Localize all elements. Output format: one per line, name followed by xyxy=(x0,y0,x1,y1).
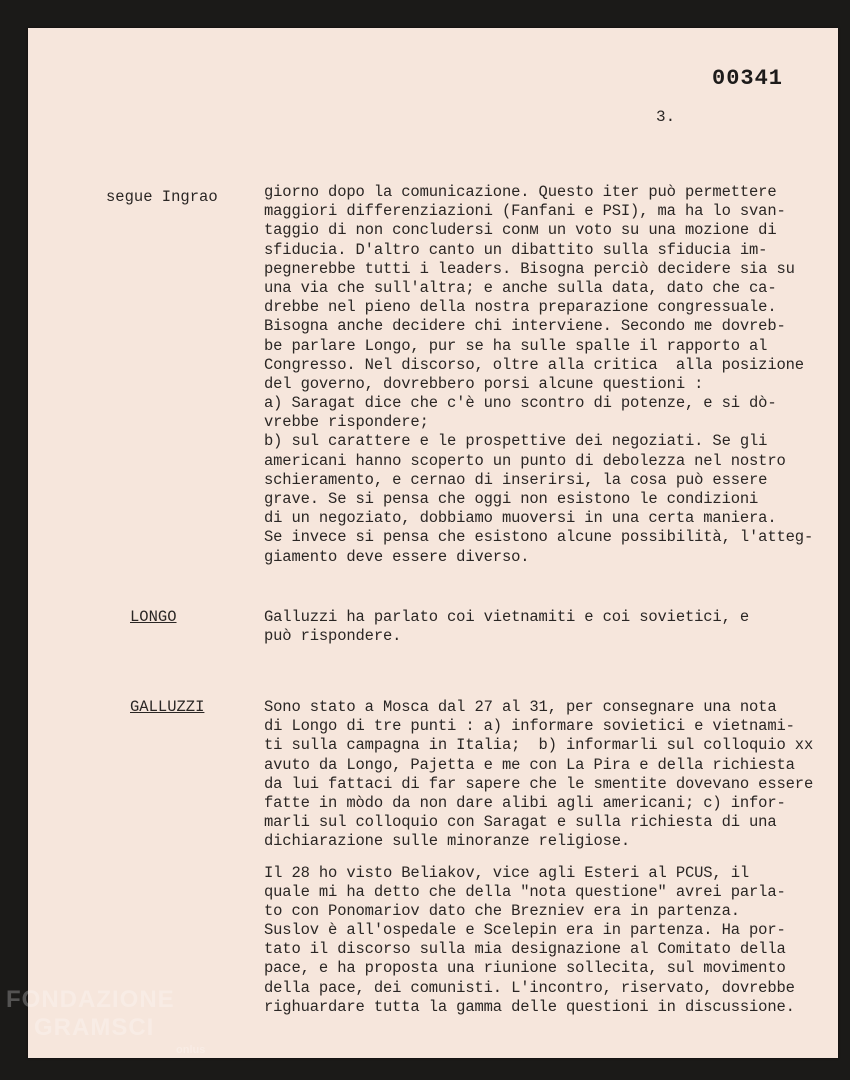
speaker-longo: LONGO xyxy=(130,608,177,626)
text-line: Sono stato a Mosca dal 27 al 31, per consegnare una nota xyxy=(264,698,777,716)
text-line: giamento deve essere diverso. xyxy=(264,547,530,566)
text-line: taggio di non concludersi conм un voto su una mozione di xyxy=(264,221,777,240)
galluzzi-text xyxy=(264,698,834,1017)
text-line: grave. Se si pensa che oggi non esistono le condizioni xyxy=(264,490,759,508)
text-line: Congresso. Nel discorso, oltre alla critica alla posizione xyxy=(264,355,804,374)
text-line: di Longo di tre punti : a) informare sovietici e vietnami- xyxy=(264,717,795,736)
text-line: drebbe nel pieno della nostra preparazione congressuale. xyxy=(264,298,777,317)
text-line: della pace, dei comunisti. L'incontro, riservato, dovrebbe xyxy=(264,978,795,997)
text-line: tato il discorso sulla mia designazione al Comitato della xyxy=(264,940,786,959)
longo-text xyxy=(264,608,834,646)
text-line: maggiori differenziazioni (Fanfani e PSI), ma ha lo svan- xyxy=(264,202,786,221)
text-line: marli sul colloquio con Saragat e sulla richiesta di una xyxy=(264,813,777,832)
text-line: Se invece si pensa che esistono alcune possibilità, l'atteg- xyxy=(264,528,814,547)
watermark-line-2: GRAMSCI xyxy=(34,1014,155,1041)
speaker-galluzzi: GALLUZZI xyxy=(130,698,205,716)
text-line: ti sulla campagna in Italia; b) informarli sul colloquio xx xyxy=(264,736,814,755)
text-line: Suslov è all'ospedale e Scelepin era in partenza. Ha por- xyxy=(264,921,786,940)
text-line: una via che sull'altra; e anche sulla data, dato che ca- xyxy=(264,278,777,297)
paragraph-gap xyxy=(264,852,834,864)
text-line: avuto da Longo, Pajetta e me con La Pira e della richiesta xyxy=(264,755,795,774)
text-line: righuardare tutta la gamma delle questioni in discussione. xyxy=(264,997,795,1016)
text-line: giorno dopo la comunicazione. Questo iter può permettere xyxy=(264,183,777,201)
watermark-line-1: FONDAZIONE xyxy=(6,986,175,1013)
text-line: Galluzzi ha parlato coi vietnamiti e coi sovietici, e xyxy=(264,608,750,626)
document-number: 00341 xyxy=(712,66,784,91)
text-line: Il 28 ho visto Beliakov, vice agli Esteri al PCUS, il xyxy=(264,863,750,882)
fondazione-gramsci-watermark xyxy=(6,986,216,1066)
text-line: schieramento, e cernao di inserirsi, la cosa può essere xyxy=(264,470,768,489)
text-line: b) sul carattere e le prospettive dei negoziati. Se gli xyxy=(264,432,768,451)
text-line: be parlare Longo, pur se ha sulle spalle il rapporto al xyxy=(264,336,768,355)
document-page xyxy=(28,28,838,1058)
text-line: di un negoziato, dobbiamo muoversi in una certa maniera. xyxy=(264,509,777,528)
text-line: quale mi ha detto che della "nota questione" avrei parla- xyxy=(264,882,786,901)
text-line: pegnerebbe tutti i leaders. Bisogna perciò decidere sia su xyxy=(264,259,795,278)
text-line: vrebbe rispondere; xyxy=(264,413,429,432)
text-line: può rispondere. xyxy=(264,627,402,646)
text-line: Bisogna anche decidere chi interviene. Secondo me dovreb- xyxy=(264,317,786,336)
text-line: a) Saragat dice che c'è uno scontro di potenze, e si dò- xyxy=(264,394,777,413)
text-line: sfiducia. D'altro canto un dibattito sulla sfiducia im- xyxy=(264,240,768,259)
ingrao-text xyxy=(264,183,834,567)
text-line: americani hanno scoperto un punto di debolezza nel nostro xyxy=(264,451,786,470)
watermark-line-3: onlus xyxy=(176,1044,206,1056)
text-line: del governo, dovrebbero porsi alcune questioni : xyxy=(264,374,704,393)
text-line: dichiarazione sulle minoranze religiose. xyxy=(264,832,631,851)
text-line: fatte in mòdo da non dare alibi agli americani; c) infor- xyxy=(264,793,786,812)
text-line: pace, e ha proposta una riunione sollecita, sul movimento xyxy=(264,959,786,978)
page-number: 3. xyxy=(656,108,676,126)
text-line: da lui fattaci di far sapere che le smentite dovevano essere xyxy=(264,774,814,793)
text-line: to con Ponomariov dato che Brezniev era in partenza. xyxy=(264,901,740,920)
speaker-ingrao: segue Ingrao xyxy=(106,188,218,206)
